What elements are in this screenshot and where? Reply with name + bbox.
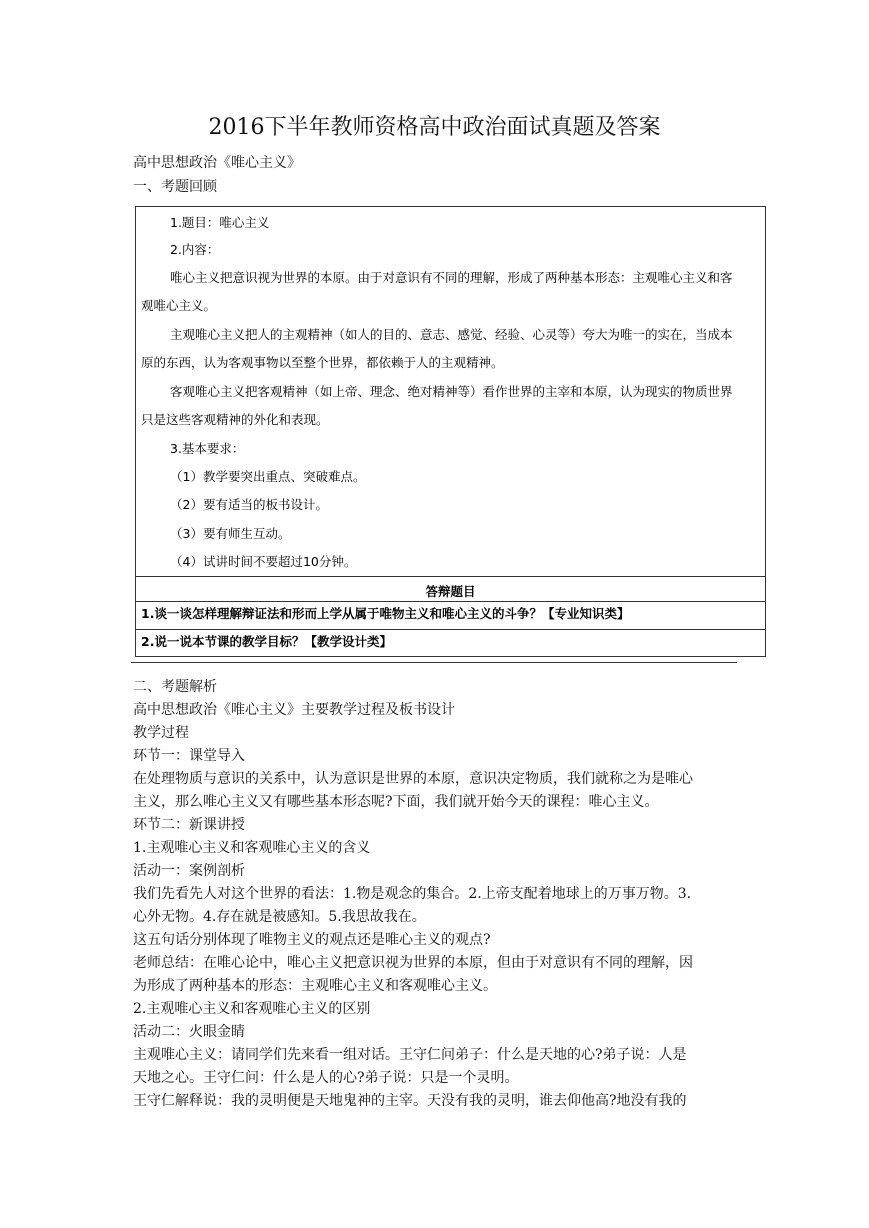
body-line: 老师总结：在唯心论中，唯心主义把意识视为世界的本原，但由于对意识有不同的理解，因 (133, 955, 693, 971)
content-paragraph-2-line-2: 原的东西，认为客观事物以至整个世界，都依赖于人的主观精神。 (141, 355, 504, 370)
body-line: 王守仁解释说：我的灵明便是天地鬼神的主宰。天没有我的灵明，谁去仰他高?地没有我的 (133, 1093, 687, 1109)
body-line: 1.主观唯心主义和客观唯心主义的含义 (133, 840, 371, 856)
qa-header: 答辩题目 (425, 584, 476, 599)
content-paragraph-3-line-1: 客观唯心主义把客观精神（如上帝、理念、绝对精神等）看作世界的主宰和本原，认为现实的物质世界 (170, 384, 733, 399)
content-label: 2.内容： (170, 242, 220, 257)
document-title: 2016下半年教师资格高中政治面试真题及答案 (208, 115, 661, 140)
requirements-label: 3.基本要求： (170, 441, 245, 456)
section-divider (131, 662, 737, 663)
body-line: 这五句话分别体现了唯物主义的观点还是唯心主义的观点? (133, 932, 491, 948)
content-paragraph-2-line-1: 主观唯心主义把人的主观精神（如人的目的、意志、感觉、经验、心灵等）夸大为唯一的实在，当成本 (170, 327, 733, 342)
body-line: 教学过程 (133, 725, 189, 741)
document-subtitle: 高中思想政治《唯心主义》 (133, 155, 301, 171)
content-paragraph-1-line-1: 唯心主义把意识视为世界的本原。由于对意识有不同的理解，形成了两种基本形态：主观唯心主义和客 (170, 270, 733, 285)
body-line: 活动二：火眼金睛 (133, 1024, 245, 1040)
body-line: 环节二：新课讲授 (133, 817, 245, 833)
qa-question-1: 1.谈一谈怎样理解辩证法和形而上学从属于唯物主义和唯心主义的斗争？【专业知识类】 (141, 606, 630, 621)
divider-qa-middle (136, 629, 765, 630)
content-paragraph-3-line-2: 只是这些客观精神的外化和表现。 (141, 412, 329, 427)
content-paragraph-1-line-2: 观唯心主义。 (141, 298, 217, 313)
requirement-2: （2）要有适当的板书设计。 (170, 497, 328, 512)
requirement-4: （4）试讲时间不要超过10分钟。 (170, 554, 357, 569)
body-line: 主义，那么唯心主义又有哪些基本形态呢?下面，我们就开始今天的课程：唯心主义。 (133, 794, 659, 810)
qa-question-2: 2.说一说本节课的教学目标？【教学设计类】 (141, 634, 392, 649)
topic-line: 1.题目：唯心主义 (170, 215, 270, 230)
body-line: 2.主观唯心主义和客观唯心主义的区别 (133, 1001, 371, 1017)
body-line: 主观唯心主义：请同学们先来看一组对话。王守仁问弟子：什么是天地的心?弟子说：人是 (133, 1047, 687, 1063)
body-line: 我们先看先人对这个世界的看法：1.物是观念的集合。2.上帝支配着地球上的万事万物。3. (133, 886, 692, 902)
divider-qa-header (136, 601, 765, 602)
body-line: 活动一：案例剖析 (133, 863, 245, 879)
body-line: 在处理物质与意识的关系中，认为意识是世界的本原，意识决定物质，我们就称之为是唯心 (133, 771, 693, 787)
section-heading-review: 一、考题回顾 (133, 179, 217, 195)
body-line: 天地之心。王守仁问：什么是人的心?弟子说：只是一个灵明。 (133, 1070, 519, 1086)
requirement-3: （3）要有师生互动。 (170, 526, 291, 541)
requirement-1: （1）教学要突出重点、突破难点。 (170, 469, 366, 484)
divider-qa-top (136, 576, 765, 577)
body-line: 环节一：课堂导入 (133, 748, 245, 764)
body-line: 为形成了两种基本的形态：主观唯心主义和客观唯心主义。 (133, 978, 497, 994)
body-line: 高中思想政治《唯心主义》主要教学过程及板书设计 (133, 702, 455, 718)
exam-question-box (135, 206, 766, 657)
body-line: 二、考题解析 (133, 679, 217, 695)
body-line: 心外无物。4.存在就是被感知。5.我思故我在。 (133, 909, 426, 925)
